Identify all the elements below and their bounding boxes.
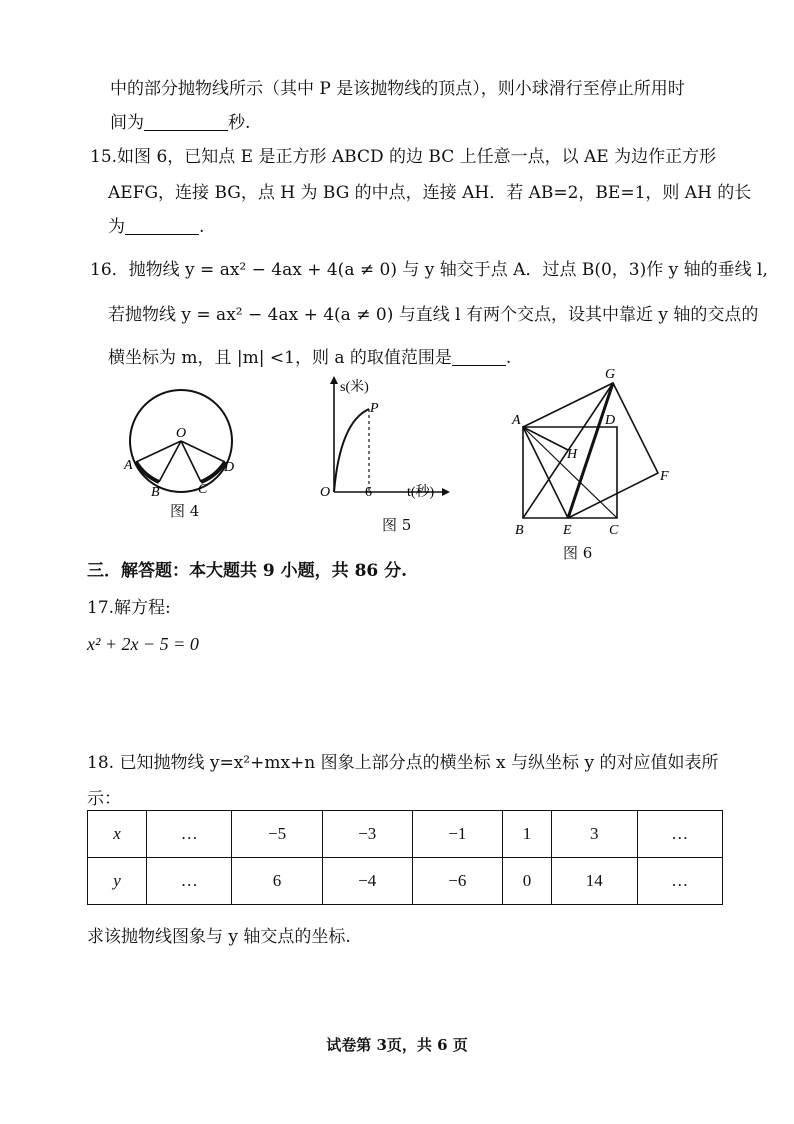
table-cell: 1 <box>502 811 551 858</box>
q16-line1: 16．抛物线 y = ax² − 4ax + 4(a ≠ 0) 与 y 轴交于点 A．过点 B(0，3)作 y 轴的垂线 l, <box>90 260 768 280</box>
figure-6 <box>505 360 685 545</box>
fig4-label-C: C <box>198 482 208 497</box>
fig5-label-s: s(米) <box>340 380 369 395</box>
table-row-x <box>88 811 723 858</box>
fig4-segment-OB <box>159 441 181 482</box>
fig5-caption: 图 5 <box>382 516 412 534</box>
q15-line2: AEFG，连接 BG，点 H 为 BG 的中点，连接 AH．若 AB=2，BE=1，则 AH 的长 <box>108 183 752 203</box>
fig4-segment-OC <box>181 441 201 482</box>
fig6-label-F: F <box>660 469 669 484</box>
table-cell: … <box>147 858 232 905</box>
fig4-segment-OD <box>181 441 225 462</box>
table-cell: 14 <box>552 858 637 905</box>
table-header-y: y <box>88 858 147 905</box>
fig4-caption: 图 4 <box>170 502 200 520</box>
q14-line2-text: 间为 <box>110 113 144 133</box>
fig6-segment-AH <box>523 427 568 450</box>
table-cell: 6 <box>232 858 322 905</box>
fig5-parabola-curve <box>334 409 369 492</box>
fig4-label-O: O <box>176 426 187 441</box>
fig6-label-B: B <box>515 523 524 538</box>
figure-4 <box>120 385 270 505</box>
table-cell: 3 <box>552 811 637 858</box>
fig4-segment-OA <box>136 441 181 462</box>
q15-line1: 15.如图 6，已知点 E 是正方形 ABCD 的边 BC 上任意一点，以 AE 为边作正方形 <box>90 147 717 167</box>
table-cell: … <box>637 858 723 905</box>
table-cell: −6 <box>412 858 502 905</box>
table-cell: −5 <box>232 811 322 858</box>
q16-line3-end: . <box>505 348 512 368</box>
fig5-label-P: P <box>370 401 379 416</box>
q18-value-table <box>87 810 723 905</box>
fig4-label-A: A <box>124 458 133 473</box>
page-footer: 试卷第 3页，共 6 页 <box>326 1036 468 1054</box>
q16-line3 <box>108 343 511 368</box>
fig6-label-D: D <box>605 413 616 428</box>
fig5-label-t: t(秒) <box>407 485 435 500</box>
fig5-label-6: 6 <box>365 485 372 500</box>
table-cell: −4 <box>322 858 412 905</box>
section-3-title: 三．解答题：本大题共 9 小题，共 86 分. <box>87 561 408 581</box>
table-cell: … <box>147 811 232 858</box>
q15-line3 <box>108 212 204 237</box>
q16-line3-text: 横坐标为 m，且 |m| <1，则 a 的取值范围是 <box>108 348 452 368</box>
answer-blank-q14[interactable] <box>144 112 228 131</box>
table-cell: 0 <box>502 858 551 905</box>
fig6-label-G: G <box>605 367 616 382</box>
table-row-y <box>88 858 723 905</box>
q17-title: 17.解方程: <box>87 598 171 618</box>
fig4-label-B: B <box>151 485 160 500</box>
table-header-x: x <box>88 811 147 858</box>
q15-line3-end: . <box>199 217 205 237</box>
figure-5 <box>312 372 452 512</box>
q18-line1: 18. 已知抛物线 y=x²+mx+n 图象上部分点的横坐标 x 与纵坐标 y 的对应值如表所 <box>87 753 719 773</box>
q14-line2-unit: 秒. <box>228 113 251 133</box>
fig6-diagonal-AC <box>523 427 617 518</box>
fig6-label-C: C <box>609 523 619 538</box>
fig5-t-axis-arrow <box>442 488 450 496</box>
answer-blank-q16[interactable] <box>452 347 506 366</box>
fig6-label-E: E <box>563 523 572 538</box>
fig5-s-axis-arrow <box>330 376 338 384</box>
fig6-label-H: H <box>567 447 578 462</box>
q18-question: 求该抛物线图象与 y 轴交点的坐标. <box>87 927 351 947</box>
q14-continuation-line1: 中的部分抛物线所示（其中 P 是该抛物线的顶点），则小球滑行至停止所用时 <box>110 79 685 99</box>
fig4-label-D: D <box>224 460 235 475</box>
fig6-label-A: A <box>512 413 521 428</box>
table-cell: −3 <box>322 811 412 858</box>
fig5-label-O: O <box>320 485 331 500</box>
q18-line2: 示： <box>87 789 121 809</box>
fig6-caption: 图 6 <box>563 544 593 562</box>
q15-line3-text: 为 <box>108 217 125 237</box>
table-cell: … <box>637 811 723 858</box>
table-cell: −1 <box>412 811 502 858</box>
q16-line2: 若抛物线 y = ax² − 4ax + 4(a ≠ 0) 与直线 l 有两个交点，设其中靠近 y 轴的交点的 <box>108 305 759 325</box>
q14-continuation-line2 <box>110 108 250 133</box>
answer-blank-q15[interactable] <box>125 216 199 235</box>
q17-equation: x² + 2x − 5 = 0 <box>87 634 199 654</box>
